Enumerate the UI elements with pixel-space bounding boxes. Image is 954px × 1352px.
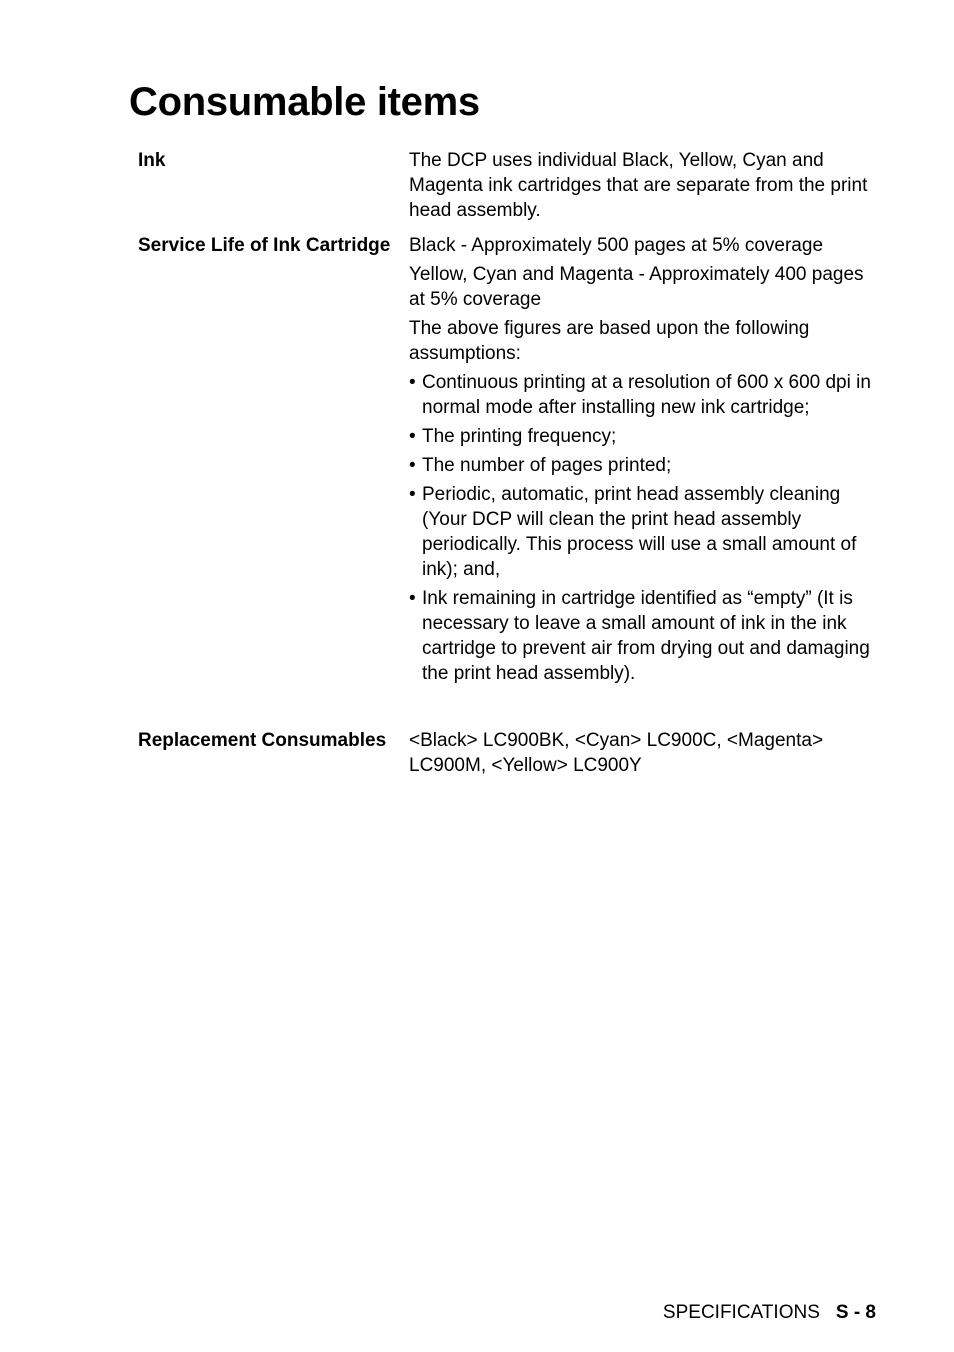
- assumption-item: [409, 586, 878, 686]
- assumption-item: [409, 424, 878, 449]
- spec-value-service-life: [409, 233, 878, 690]
- bullet-marker: •: [409, 484, 416, 505]
- spec-row-replacement: [138, 728, 878, 782]
- spec-label-ink: Ink: [138, 150, 166, 171]
- spec-label-service-life: Service Life of Ink Cartridge: [138, 235, 391, 256]
- assumptions-list: [409, 370, 878, 686]
- ink-description: The DCP uses individual Black, Yellow, Cyan and Magenta ink cartridges that are separate from the print head assembly.: [409, 150, 868, 221]
- spec-value-replacement: [409, 728, 878, 782]
- service-life-black: Black - Approximately 500 pages at 5% coverage: [409, 235, 824, 256]
- assumption-item: [409, 482, 878, 582]
- assumption-item: [409, 453, 878, 478]
- assumption-item: [409, 370, 878, 420]
- page-footer: [663, 1300, 876, 1325]
- footer-page-number: S - 8: [835, 1302, 876, 1323]
- assumption-text: The printing frequency;: [422, 426, 617, 447]
- spec-value-ink: [409, 148, 878, 227]
- bullet-marker: •: [409, 426, 416, 447]
- assumption-text: Continuous printing at a resolution of 600 x 600 dpi in normal mode after installing new ink cartridge;: [422, 372, 871, 418]
- spec-label-replacement: Replacement Consumables: [138, 730, 387, 751]
- assumption-text: Periodic, automatic, print head assembly cleaning (Your DCP will clean the print head assembly periodically. This process will use a small amount of ink); and,: [422, 484, 857, 580]
- footer-section-name: SPECIFICATIONS: [662, 1302, 820, 1323]
- spec-row-service-life: [138, 233, 878, 690]
- replacement-models: <Black> LC900BK, <Cyan> LC900C, <Magenta> LC900M, <Yellow> LC900Y: [409, 730, 824, 776]
- bullet-marker: •: [409, 372, 416, 393]
- assumption-text: Ink remaining in cartridge identified as “empty” (It is necessary to leave a small amount of ink in the ink cartridge to prevent air from drying out and damaging the print head assembly).: [422, 588, 870, 684]
- spec-row-ink: [138, 148, 878, 227]
- bullet-marker: •: [409, 455, 416, 476]
- bullet-marker: •: [409, 588, 416, 609]
- assumption-text: The number of pages printed;: [422, 455, 672, 476]
- service-life-assumptions-intro: The above figures are based upon the following assumptions:: [409, 318, 810, 364]
- service-life-color: Yellow, Cyan and Magenta - Approximately 400 pages at 5% coverage: [409, 264, 864, 310]
- page-title: Consumable items: [129, 80, 480, 124]
